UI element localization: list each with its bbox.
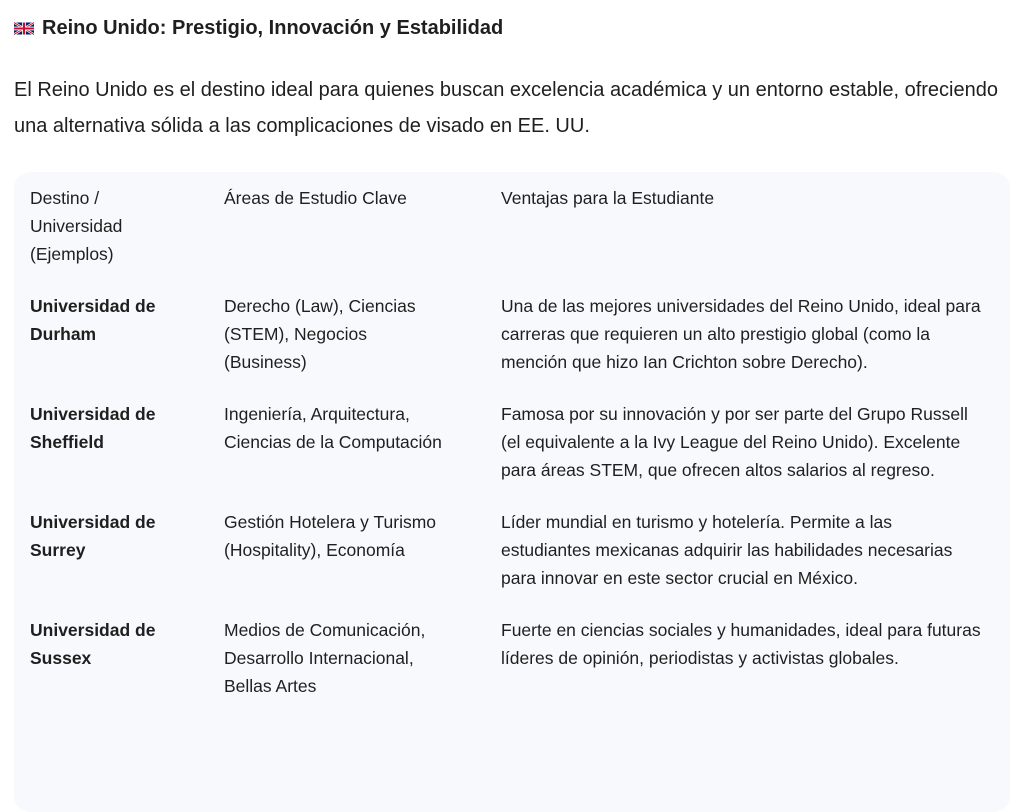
university-name: Universidad de Durham [30, 296, 156, 344]
university-name: Universidad de Sheffield [30, 404, 156, 452]
study-areas: Gestión Hotelera y Turismo (Hospitality), Economía [224, 512, 437, 560]
universities-table [30, 184, 1001, 724]
table-row [30, 508, 1001, 616]
table-row [30, 400, 1001, 508]
university-name: Universidad de Sussex [30, 620, 156, 668]
university-name: Universidad de Surrey [30, 512, 156, 560]
advantages: Fuerte en ciencias sociales y humanidades, ideal para futuras líderes de opinión, periodistas y activistas globales. [501, 620, 981, 668]
advantages: Famosa por su innovación y por ser parte del Grupo Russell (el equivalente a la Ivy League del Reino Unido). Excelente para áreas STEM, que ofrecen altos salarios al regreso. [501, 404, 968, 480]
study-areas: Ingeniería, Arquitectura, Ciencias de la Computación [224, 404, 442, 452]
heading-title: Reino Unido: Prestigio, Innovación y Estabilidad [42, 17, 504, 39]
table-row [30, 292, 1001, 400]
column-header-destination: Destino / Universidad (Ejemplos) [30, 188, 123, 264]
uk-flag-icon [14, 22, 34, 35]
intro-paragraph: El Reino Unido es el destino ideal para quienes buscan excelencia académica y un entorno estable, ofreciendo una alternativa sólida a las complicaciones de visado en EE. UU. [14, 79, 998, 137]
table-header-row [30, 184, 1001, 292]
advantages: Líder mundial en turismo y hotelería. Permite a las estudiantes mexicanas adquirir las habilidades necesarias para innovar en este sector crucial en México. [501, 512, 953, 588]
table-row [30, 616, 1001, 724]
column-header-advantages: Ventajas para la Estudiante [501, 188, 715, 208]
study-areas: Derecho (Law), Ciencias (STEM), Negocios (Business) [224, 296, 416, 372]
advantages: Una de las mejores universidades del Reino Unido, ideal para carreras que requieren un alto prestigio global (como la mención que hizo Ian Crichton sobre Derecho). [501, 296, 981, 372]
column-header-areas: Áreas de Estudio Clave [224, 188, 407, 208]
universities-table-panel [14, 172, 1010, 812]
study-areas: Medios de Comunicación, Desarrollo Internacional, Bellas Artes [224, 620, 426, 696]
section-heading [14, 17, 503, 40]
